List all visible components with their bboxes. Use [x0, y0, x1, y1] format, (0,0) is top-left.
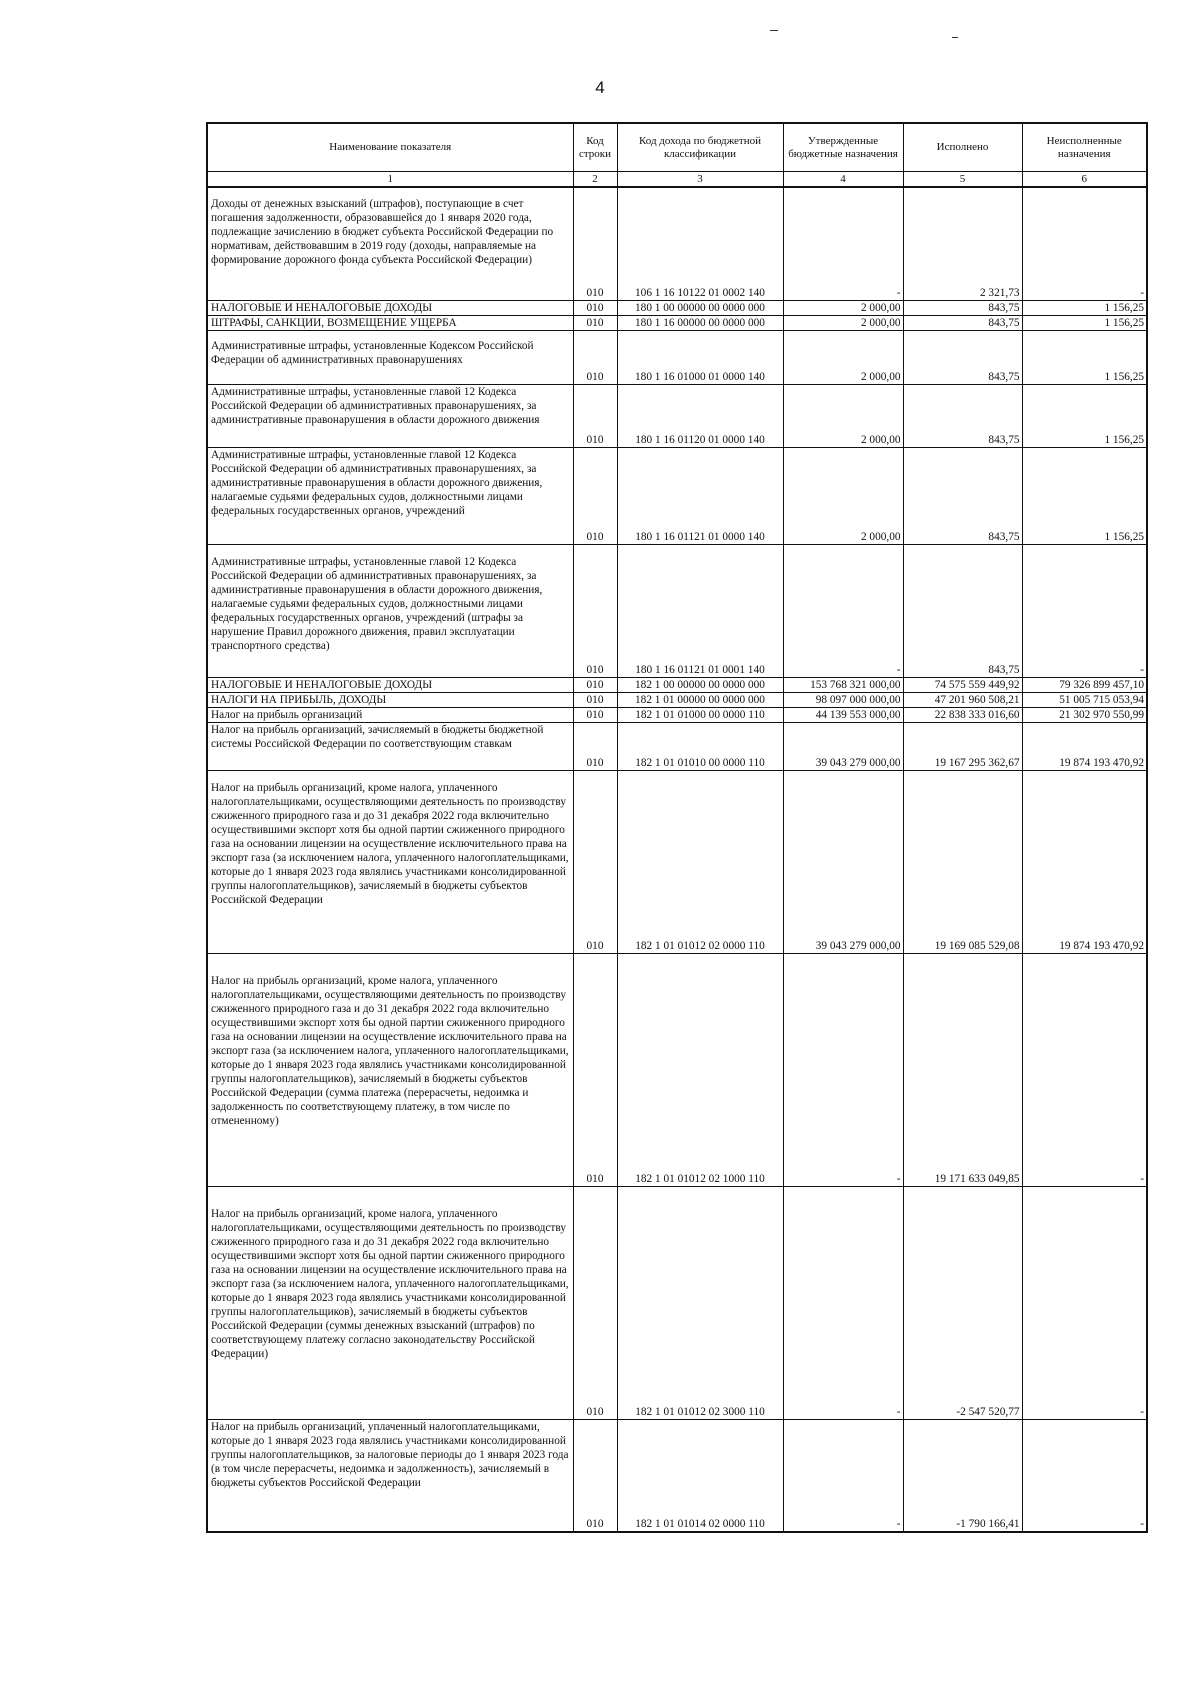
approved-amount: -: [783, 544, 903, 677]
header-revenue-code: Код дохода по бюджетной классификации: [617, 123, 783, 172]
line-code: 010: [573, 447, 617, 544]
approved-amount: 2 000,00: [783, 315, 903, 330]
indicator-name: Административные штрафы, установленные главой 12 Кодекса Российской Федерации об административных правонарушениях, за административные правонарушения в области дорожного движения: [207, 384, 573, 447]
column-number: 1: [207, 172, 573, 188]
revenue-code: 182 1 01 01000 00 0000 110: [617, 707, 783, 722]
unexecuted-amount: 1 156,25: [1022, 447, 1147, 544]
table-row: [207, 677, 1147, 692]
table-row: [207, 384, 1147, 447]
approved-amount: 39 043 279 000,00: [783, 722, 903, 770]
indicator-name: Административные штрафы, установленные главой 12 Кодекса Российской Федерации об административных правонарушениях, за административные правонарушения в области дорожного движения, налагаемые судьями федеральных судов, должностными лицами федеральных государственных органов, учреждений (штрафы за нарушение Правил дорожного движения, правил эксплуатации транспортного средства): [207, 544, 573, 677]
revenue-code: 180 1 16 01120 01 0000 140: [617, 384, 783, 447]
line-code: 010: [573, 315, 617, 330]
column-number: 5: [903, 172, 1022, 188]
column-number: 6: [1022, 172, 1147, 188]
unexecuted-amount: 1 156,25: [1022, 300, 1147, 315]
revenue-code: 180 1 16 01000 01 0000 140: [617, 330, 783, 384]
line-code: 010: [573, 692, 617, 707]
executed-amount: 47 201 960 508,21: [903, 692, 1022, 707]
executed-amount: 19 169 085 529,08: [903, 770, 1022, 953]
table-row: [207, 770, 1147, 953]
revenue-code: 180 1 16 01121 01 0001 140: [617, 544, 783, 677]
unexecuted-amount: 19 874 193 470,92: [1022, 770, 1147, 953]
column-number-row: [207, 172, 1147, 188]
unexecuted-amount: 21 302 970 550,99: [1022, 707, 1147, 722]
approved-amount: -: [783, 953, 903, 1186]
line-code: 010: [573, 770, 617, 953]
table-row: [207, 953, 1147, 1186]
unexecuted-amount: 1 156,25: [1022, 315, 1147, 330]
executed-amount: -1 790 166,41: [903, 1419, 1022, 1532]
revenue-code: 182 1 01 01014 02 0000 110: [617, 1419, 783, 1532]
line-code: 010: [573, 722, 617, 770]
indicator-name: НАЛОГИ НА ПРИБЫЛЬ, ДОХОДЫ: [207, 692, 573, 707]
indicator-name: Налог на прибыль организаций, кроме налога, уплаченного налогоплательщиками, осуществляющими деятельность по производству сжиженного природного газа и до 31 декабря 2022 года включительно осуществившими экспорт хотя бы одной партии сжиженного природного газа на основании лицензии на осуществление исключительного права на экспорт газа (за исключением налога, уплаченного налогоплательщиками, которые до 1 января 2023 года являлись участниками консолидированной группы налогоплательщиков), зачисляемый в бюджеты субъектов Российской Федерации (сумма платежа (перерасчеты, недоимка и задолженность по соответствующему платежу, в том числе по отмененному): [207, 953, 573, 1186]
line-code: 010: [573, 1419, 617, 1532]
header-unexecuted: Неисполненные назначения: [1022, 123, 1147, 172]
indicator-name: Налог на прибыль организаций, кроме налога, уплаченного налогоплательщиками, осуществляющими деятельность по производству сжиженного природного газа и до 31 декабря 2022 года включительно осуществившими экспорт хотя бы одной партии сжиженного природного газа на основании лицензии на осуществление исключительного права на экспорт газа (за исключением налога, уплаченного налогоплательщиками, которые до 1 января 2023 года являлись участниками консолидированной группы налогоплательщиков), зачисляемый в бюджеты субъектов Российской Федерации: [207, 770, 573, 953]
approved-amount: 98 097 000 000,00: [783, 692, 903, 707]
approved-amount: 44 139 553 000,00: [783, 707, 903, 722]
header-indicator-name: Наименование показателя: [207, 123, 573, 172]
executed-amount: 22 838 333 016,60: [903, 707, 1022, 722]
revenue-code: 182 1 01 01012 02 3000 110: [617, 1186, 783, 1419]
indicator-name: Административные штрафы, установленные Кодексом Российской Федерации об административных правонарушениях: [207, 330, 573, 384]
scan-artifact-mark: [952, 37, 958, 38]
unexecuted-amount: -: [1022, 544, 1147, 677]
line-code: 010: [573, 544, 617, 677]
line-code: 010: [573, 953, 617, 1186]
indicator-name: НАЛОГОВЫЕ И НЕНАЛОГОВЫЕ ДОХОДЫ: [207, 677, 573, 692]
line-code: 010: [573, 384, 617, 447]
indicator-name: НАЛОГОВЫЕ И НЕНАЛОГОВЫЕ ДОХОДЫ: [207, 300, 573, 315]
revenue-code: 182 1 01 00000 00 0000 000: [617, 692, 783, 707]
table-row: [207, 315, 1147, 330]
column-number: 2: [573, 172, 617, 188]
indicator-name: Налог на прибыль организаций: [207, 707, 573, 722]
executed-amount: -2 547 520,77: [903, 1186, 1022, 1419]
approved-amount: 2 000,00: [783, 330, 903, 384]
unexecuted-amount: 79 326 899 457,10: [1022, 677, 1147, 692]
indicator-name: Доходы от денежных взысканий (штрафов), поступающие в счет погашения задолженности, образовавшейся до 1 января 2020 года, подлежащие зачислению в бюджет субъекта Российской Федерации по нормативам, действовавшим в 2019 году (доходы, направляемые на формирование дорожного фонда субъекта Российской Федерации): [207, 187, 573, 300]
revenue-code: 106 1 16 10122 01 0002 140: [617, 187, 783, 300]
budget-execution-table: [206, 122, 1148, 1533]
executed-amount: 74 575 559 449,92: [903, 677, 1022, 692]
unexecuted-amount: -: [1022, 187, 1147, 300]
line-code: 010: [573, 1186, 617, 1419]
line-code: 010: [573, 187, 617, 300]
executed-amount: 843,75: [903, 384, 1022, 447]
approved-amount: 39 043 279 000,00: [783, 770, 903, 953]
approved-amount: -: [783, 1186, 903, 1419]
approved-amount: 2 000,00: [783, 300, 903, 315]
table-row: [207, 447, 1147, 544]
header-line-code: Код строки: [573, 123, 617, 172]
executed-amount: 19 171 633 049,85: [903, 953, 1022, 1186]
table-row: [207, 707, 1147, 722]
executed-amount: 843,75: [903, 330, 1022, 384]
executed-amount: 843,75: [903, 544, 1022, 677]
unexecuted-amount: -: [1022, 1419, 1147, 1532]
revenue-code: 180 1 16 01121 01 0000 140: [617, 447, 783, 544]
unexecuted-amount: 1 156,25: [1022, 384, 1147, 447]
table-row: [207, 544, 1147, 677]
header-approved: Утвержденные бюджетные назначения: [783, 123, 903, 172]
revenue-code: 182 1 01 01012 02 1000 110: [617, 953, 783, 1186]
table-row: [207, 1186, 1147, 1419]
table-header-row: [207, 123, 1147, 172]
indicator-name: Административные штрафы, установленные главой 12 Кодекса Российской Федерации об административных правонарушениях, за административные правонарушения в области дорожного движения, налагаемые судьями федеральных судов, должностными лицами федеральных государственных органов, учреждений: [207, 447, 573, 544]
approved-amount: 153 768 321 000,00: [783, 677, 903, 692]
table-row: [207, 330, 1147, 384]
indicator-name: ШТРАФЫ, САНКЦИИ, ВОЗМЕЩЕНИЕ УЩЕРБА: [207, 315, 573, 330]
unexecuted-amount: 1 156,25: [1022, 330, 1147, 384]
table-row: [207, 1419, 1147, 1532]
approved-amount: 2 000,00: [783, 447, 903, 544]
unexecuted-amount: -: [1022, 1186, 1147, 1419]
column-number: 4: [783, 172, 903, 188]
header-executed: Исполнено: [903, 123, 1022, 172]
indicator-name: Налог на прибыль организаций, кроме налога, уплаченного налогоплательщиками, осуществляющими деятельность по производству сжиженного природного газа и до 31 декабря 2022 года включительно осуществившими экспорт хотя бы одной партии сжиженного природного газа на основании лицензии на осуществление исключительного права на экспорт газа (за исключением налога, уплаченного налогоплательщиками, которые до 1 января 2023 года являлись участниками консолидированной группы налогоплательщиков), зачисляемый в бюджеты субъектов Российской Федерации (суммы денежных взысканий (штрафов) по соответствующему платежу согласно законодательству Российской Федерации): [207, 1186, 573, 1419]
table-row: [207, 722, 1147, 770]
executed-amount: 843,75: [903, 300, 1022, 315]
line-code: 010: [573, 330, 617, 384]
indicator-name: Налог на прибыль организаций, уплаченный налогоплательщиками, которые до 1 января 2023 года являлись участниками консолидированной группы налогоплательщиков, за налоговые периоды до 1 января 2023 года (в том числе перерасчеты, недоимка и задолженность), зачисляемый в бюджеты субъектов Российской Федерации: [207, 1419, 573, 1532]
scan-artifact-mark: [770, 30, 778, 31]
table-row: [207, 300, 1147, 315]
line-code: 010: [573, 677, 617, 692]
column-number: 3: [617, 172, 783, 188]
revenue-code: 180 1 16 00000 00 0000 000: [617, 315, 783, 330]
approved-amount: -: [783, 187, 903, 300]
table-row: [207, 187, 1147, 300]
revenue-code: 182 1 01 01010 00 0000 110: [617, 722, 783, 770]
unexecuted-amount: -: [1022, 953, 1147, 1186]
executed-amount: 843,75: [903, 447, 1022, 544]
indicator-name: Налог на прибыль организаций, зачисляемый в бюджеты бюджетной системы Российской Федерации по соответствующим ставкам: [207, 722, 573, 770]
approved-amount: 2 000,00: [783, 384, 903, 447]
approved-amount: -: [783, 1419, 903, 1532]
unexecuted-amount: 51 005 715 053,94: [1022, 692, 1147, 707]
revenue-code: 182 1 01 01012 02 0000 110: [617, 770, 783, 953]
executed-amount: 2 321,73: [903, 187, 1022, 300]
page-number: 4: [595, 78, 605, 97]
revenue-code: 182 1 00 00000 00 0000 000: [617, 677, 783, 692]
executed-amount: 843,75: [903, 315, 1022, 330]
line-code: 010: [573, 300, 617, 315]
executed-amount: 19 167 295 362,67: [903, 722, 1022, 770]
revenue-code: 180 1 00 00000 00 0000 000: [617, 300, 783, 315]
line-code: 010: [573, 707, 617, 722]
table-row: [207, 692, 1147, 707]
unexecuted-amount: 19 874 193 470,92: [1022, 722, 1147, 770]
